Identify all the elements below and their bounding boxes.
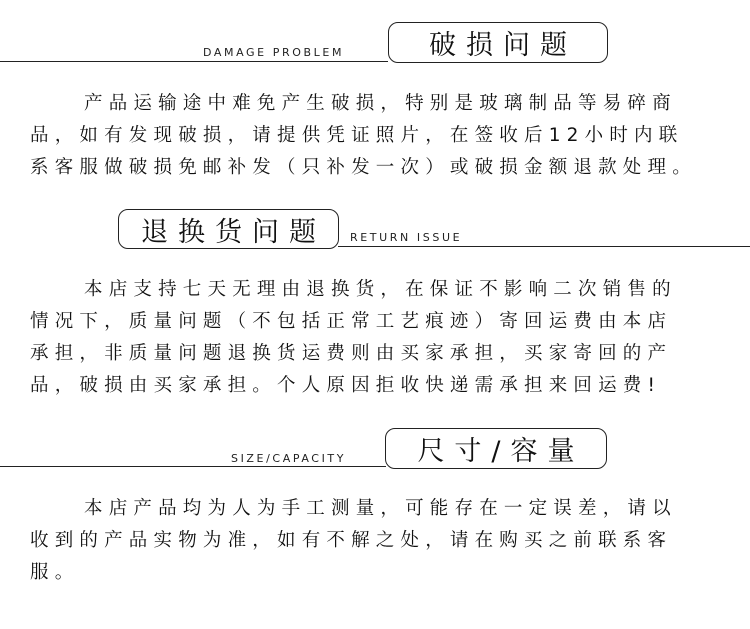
size-title: 尺寸/容量 bbox=[417, 436, 585, 467]
return-title-box bbox=[118, 209, 339, 249]
damage-paragraph bbox=[30, 88, 720, 184]
damage-subtitle: DAMAGE PROBLEM bbox=[203, 46, 345, 59]
return-line-2: 情况下，质量问题（不包括正常工艺痕迹）寄回运费由本店 bbox=[30, 311, 673, 332]
damage-line-3: 系客服做破损免邮补发（只补发一次）或破损金额退款处理。 bbox=[30, 157, 697, 178]
return-title: 退换货问题 bbox=[141, 216, 326, 248]
size-subtitle: SIZE/CAPACITY bbox=[231, 452, 347, 465]
damage-line-1: 产品运输途中难免产生破损，特别是玻璃制品等易碎商 bbox=[84, 93, 677, 114]
return-subtitle: RETURN ISSUE bbox=[350, 231, 463, 244]
size-line-2: 收到的产品实物为准，如有不解之处，请在购买之前联系客 bbox=[30, 530, 673, 551]
size-title-box bbox=[385, 428, 607, 469]
damage-divider-line bbox=[0, 61, 388, 62]
return-line-3: 承担，非质量问题退换货运费则由买家承担，买家寄回的产 bbox=[30, 343, 673, 364]
damage-line-2: 品，如有发现破损，请提供凭证照片，在签收后12小时内联 bbox=[30, 125, 684, 146]
return-line-1: 本店支持七天无理由退换货，在保证不影响二次销售的 bbox=[84, 279, 677, 300]
return-paragraph bbox=[30, 274, 720, 402]
damage-title: 破损问题 bbox=[429, 30, 577, 61]
size-divider-line bbox=[0, 466, 386, 467]
size-line-3: 服。 bbox=[30, 562, 80, 583]
return-line-4: 品，破损由买家承担。个人原因拒收快递需承担来回运费! bbox=[30, 375, 662, 396]
size-paragraph bbox=[30, 493, 720, 589]
damage-title-box bbox=[388, 22, 608, 63]
return-divider-line bbox=[338, 246, 750, 247]
size-line-1: 本店产品均为人为手工测量，可能存在一定误差，请以 bbox=[84, 498, 677, 519]
